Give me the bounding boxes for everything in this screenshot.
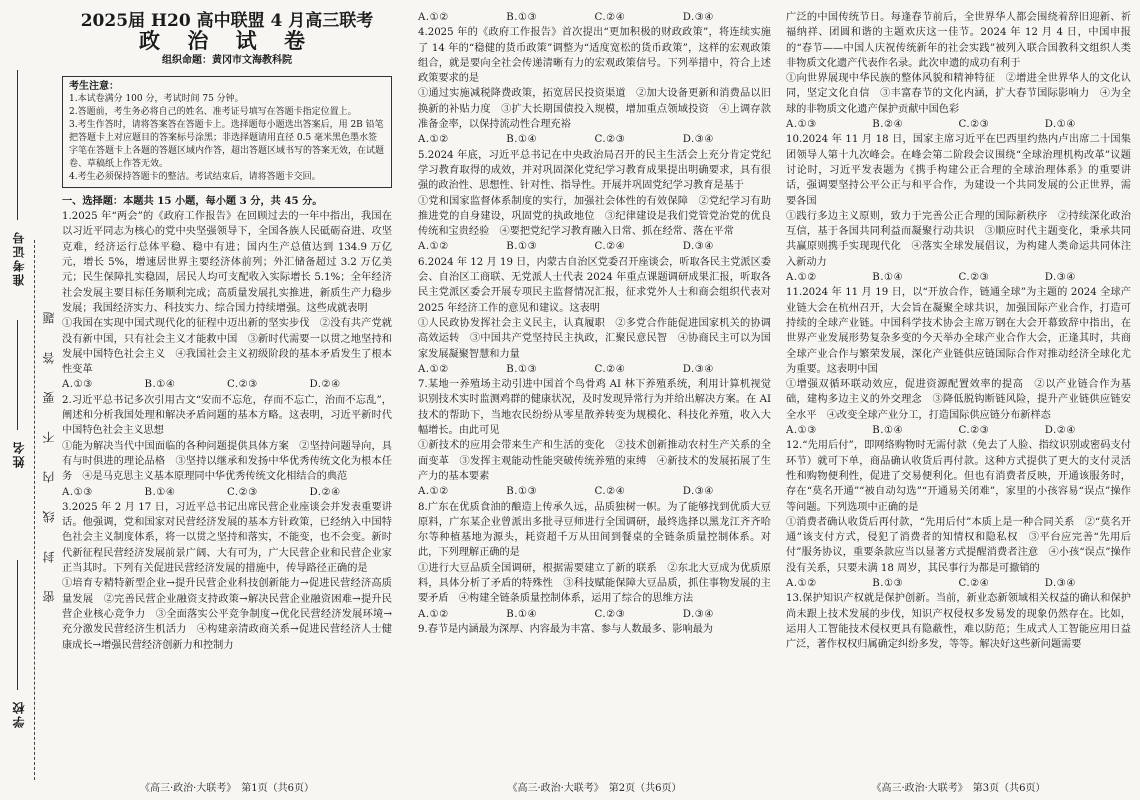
- question-text: 3.2025 年 2 月 17 日，习近平总书记出席民营企业座谈会并发表重要讲话。他强调，党和国家对民营经济发展的基本方针政策，已经纳入中国特色社会主义制度体系，将一以贯之坚持和落实，不能变，也不会变。新时代新征程民营经济发展前景广阔、大有可为，广大民营企业和民营企业家正当其时。下列有关促进民营经济发展的措施中，传导路径正确的是: [62, 501, 392, 575]
- page-column-3: [786, 10, 1131, 780]
- answer-option: A.①②: [418, 486, 449, 498]
- answer-option: C.②③: [227, 486, 258, 498]
- answer-options: [786, 576, 1131, 591]
- question-text: 13.保护知识产权就是保护创新。当前，新业态新领域相关权益的确认和保护尚未跟上技术发展的步伐，知识产权侵权多发易发的现象仍然存在。比如，运用人工智能技术侵权更具有隐蔽性，难以防范；生成式人工智能应用日益广泛，著作权权归属确定纠纷多发，等等。解决好这些新问题需要: [786, 593, 1131, 651]
- notice-heading: 考生注意：: [69, 80, 119, 92]
- answer-options: [786, 117, 1131, 132]
- answer-option: B.①④: [506, 134, 538, 146]
- answer-option: A.①②: [786, 577, 817, 589]
- answer-option: B.①④: [872, 425, 904, 437]
- question-text: ①通过实施减税降费政策，拓宽居民投资渠道 ②加大设备更新和消费品以旧换新的补贴力度 ③扩大长期国债投入规模，增加重点领域投资 ④上调存款准备金率，以保持流动性合理充裕: [418, 88, 771, 131]
- question-text: 10.2024 年 11 月 18 日，国家主席习近平在巴西里约热内卢出席二十国集团领导人第十九次峰会。在峰会第二阶段会议围绕“全球治理机构改革”议题讨论时，习近平发表题为《携手构建公正合理的全球治理体系》的重要讲话，强调要坚持公平公正与和平合作，为建设一个共同发展的公正世界，需要各国: [786, 134, 1131, 207]
- column-2-content: [418, 10, 771, 637]
- notice-line: 2.答题前，考生务必将自己的姓名、准考证号填写在答题卡指定位置上。: [69, 106, 357, 117]
- question-text: 12.“先用后付”，即网络购物时无需付款（免去了人脸、指纹识别或密码支付环节）就可下单，商品确认收货后再付款。这种方式提供了更大的支付灵活性和购物便利性，促进了交易便利化。但也有消费者反映，开通该服务时，存在“莫名开通”“被自动勾选”“开通易关闭难”，家里的小孩容易“误点”操作等问题。下列选项中正确的是: [786, 440, 1131, 513]
- answer-option: A.①②: [418, 12, 449, 23]
- question-text: ①党和国家监督体系制度的实行，加强社会体性的有效保障 ②党纪学习有助推进党的自身建设，巩固党的执政地位 ③纪律建设是我们党管党治党的优良传统和宝贵经验 ④要把党纪学习教育融入日常、抓在经常、落在平常: [418, 195, 771, 238]
- answer-option: B.①④: [872, 272, 904, 284]
- seal-text: 密 封 线 内 不 要 答 题: [42, 300, 56, 603]
- question-text: ①能为解决当代中国面临的各种问题提供具体方案 ②坚持问题导向，具有与时俱进的理论品格 ③坚持以继承和发扬中华优秀传统文化为根本任务 ④是马克思主义基本原理同中华优秀传统文化相结合的典范: [62, 440, 392, 483]
- binding-margin: [0, 0, 58, 800]
- answer-option: B.①③: [506, 363, 538, 375]
- question-text: 广泛的中国传统节日。每逢春节前后，全世界华人都会围绕着辞旧迎新、祈福纳祥、团圆和谐的主题欢庆这一佳节。2024 年 12 月 4 日，中国申报的“春节——中国人庆祝传统新年的社会实践”被列入联合国教科文组织人类非物质文化遗产代表作名录。此次申遗的成功有利于: [786, 12, 1131, 69]
- answer-options: [418, 239, 771, 254]
- question-text: ①新技术的应用会带来生产和生活的变化 ②技术创新推动农村生产关系的全面变革 ③发挥主观能动性能突破传统养殖的束缚 ④新技术的发展拓展了生产力的基本要素: [418, 440, 771, 482]
- answer-options: [62, 377, 392, 392]
- answer-option: A.①③: [786, 425, 817, 437]
- section-heading: 一、选择题：本题共 15 小题，每小题 3 分，共 45 分。: [62, 194, 323, 207]
- page-column-2: [418, 10, 771, 780]
- question-text: 6.2024 年 12 月 19 日，内蒙古自治区党委召开座谈会，听取各民主党派区委会、自治区工商联、无党派人士代表 2024 年重点课题调研成果汇报，听取各民主党派区委会开展专项民主监督情况汇报，征求党外人士和商会组织代表对 2025 年经济工作的意见和建议。这表明: [418, 256, 771, 314]
- question-text: 1.2025 年“两会”的《政府工作报告》在回顾过去的一年中指出，我国在以习近平同志为核心的党中央坚强领导下，全国各族人民砥砺奋进、攻坚克难，经济运行总体平稳、稳中有进；国内生产总值达到 134.9 万亿元，增长 5%，增速居世界主要经济体前列；外汇储备超过 3.2 万亿美元；民生保障扎实稳固，居民人均可支配收入实际增长 5.1%；全年经济社会发展主要目标任务顺利完成；高质量发展扎实推进，新质生产力稳步发展；我国经济实力、科技实力、综合国力持续增强。这些成就表明: [62, 211, 392, 314]
- answer-option: B.①④: [144, 379, 176, 391]
- question-text: 9.春节是内涵最为深厚、内容最为丰富、参与人数最多、影响最为: [418, 623, 713, 635]
- answer-option: B.①③: [872, 577, 904, 589]
- question-text: 7.某地一养殖场主动引进中国首个鸟骨鸡 AI 林下养殖系统，利用计算机视觉识别技术实时监测鸡群的健康状况，及时发现异常行为并给出解决方案。在 AI 技术的帮助下，当地农民纷纷从零星散养转变为规模化、科技化养殖，收入大幅增长。由此可见: [418, 379, 771, 437]
- footer-page-3: 《高三·政治·大联考》 第3页（共6页）: [871, 783, 1046, 794]
- page-column-1: [62, 10, 392, 780]
- exam-title: 2025届 H20 高中联盟 4 月高三联考: [80, 11, 374, 31]
- exam-id-label: 准考证号: [12, 230, 26, 286]
- answer-option: C.②④: [958, 577, 990, 589]
- answer-option: C.②④: [594, 486, 626, 498]
- answer-option: A.①②: [786, 272, 817, 284]
- answer-option: A.①③: [786, 119, 817, 131]
- answer-option: C.②③: [594, 608, 626, 620]
- answer-option: D.①④: [1044, 119, 1077, 131]
- answer-option: D.③④: [682, 363, 715, 375]
- answer-option: C.②④: [594, 363, 626, 375]
- answer-option: A.①③: [62, 379, 93, 391]
- footer-page-1: 《高三·政治·大联考》 第1页（共6页）: [139, 783, 315, 794]
- answer-option: B.①④: [144, 486, 176, 498]
- name-label: 姓名: [12, 440, 26, 468]
- answer-options: [786, 423, 1131, 438]
- answer-option: D.②④: [309, 379, 341, 391]
- question-text: 2.习近平总书记多次引用古文“安而不忘危，存而不忘亡，治而不忘乱”，阐述和分析我国处理和解决矛盾问题的基本方略。这表明，习近平新时代中国特色社会主义思想: [62, 394, 392, 437]
- answer-option: A.①②: [418, 241, 449, 253]
- answer-option: A.①③: [62, 486, 93, 498]
- answer-options: [786, 270, 1131, 285]
- notice-box: [62, 76, 392, 188]
- seal-line: [34, 240, 35, 780]
- column-3-content: [786, 10, 1131, 652]
- answer-option: D.③④: [682, 608, 715, 620]
- answer-option: C.②④: [594, 12, 626, 23]
- answer-option: B.①③: [506, 241, 538, 253]
- school-underline: [17, 560, 18, 690]
- answer-option: D.③④: [1044, 577, 1077, 589]
- question-text: ①向世界展现中华民族的整体风貌和精神特征 ②增进全世界华人的文化认同，坚定文化自信 ③丰富春节的文化内涵，扩大春节国际影响力 ④为全球的非物质文化遗产保护贡献中国色彩: [786, 73, 1131, 115]
- answer-option: B.①④: [506, 608, 538, 620]
- answer-option: D.③④: [682, 12, 715, 23]
- answer-option: D.③④: [682, 241, 715, 253]
- answer-option: C.②③: [227, 379, 258, 391]
- question-text: 11.2024 年 11 月 19 日，以“开放合作，链通全球”为主题的 2024 全球产业链大会在杭州召开，大会旨在凝聚全球共识，加强国际产业合作，打造可持续的全球产业链。中国科学技术协会主席万钢在大会开幕致辞中指出，在世界产业发展形势复杂多变的今天举办全球产业合作大会，正逢其时，共商全球产业合作与繁荣发展，深化产业链供应链国际合作对推动经济全球化尤为重要。这表明中国: [786, 287, 1131, 375]
- question-text: ①培育专精特新型企业→提升民营企业科技创新能力→促进民营经济高质量发展 ②完善民营企业融资支持政策→解决民营企业融资困难→提升民营企业核心竞争力 ③全面落实公平竞争制度→优化民营经济发展环境→充分激发民营经济生机活力 ④构建亲清政商关系→促进民营经济人士健康成长→增强民营经济创新力和控制力: [62, 578, 392, 651]
- question-text: 8.广东在优质食油的酿造上传承久远，品质独树一帜。为了能够找到优质大豆原料，广东某企业曾派出多批寻豆师进行全国调研，最终选择以黑龙江齐齐哈尔等种植基地为源头，耗资超千万从田间到餐桌的全链条质量控制体系。对此，下列理解正确的是: [418, 501, 771, 559]
- answer-option: C.②③: [958, 425, 990, 437]
- author-line: 组织命题：黄冈市文海教科院: [162, 54, 292, 66]
- column-1-content: [62, 209, 392, 653]
- notice-line: 1.本试卷满分 100 分，考试时间 75 分钟。: [69, 93, 244, 104]
- answer-option: A.①②: [418, 608, 449, 620]
- answer-option: B.①③: [506, 12, 538, 23]
- question-text: ①人民政协发挥社会主义民主，认真履职 ②多党合作能促进国家机关的协调高效运转 ③中国共产党坚持民主执政，汇聚民意民智 ④协商民主可以为国家发展凝聚智慧和力量: [418, 317, 771, 360]
- answer-options: [418, 607, 771, 622]
- answer-options: [418, 484, 771, 499]
- answer-option: C.②③: [958, 119, 990, 131]
- answer-options: [418, 132, 771, 147]
- school-label: 学校: [12, 700, 26, 728]
- question-text: ①增强双循环联动效应，促进资源配置效率的提高 ②以产业链合作为基础，建构多边主义的外交理念 ③降低脱钩断链风险，提升产业链供应链安全水平 ④改变全球产业分工，打造国际供应链分布新样态: [786, 379, 1131, 421]
- answer-option: D.②④: [309, 486, 341, 498]
- exam-id-underline: [17, 70, 18, 220]
- answer-options: [62, 485, 392, 500]
- answer-option: D.③④: [682, 486, 715, 498]
- answer-option: C.②④: [594, 241, 626, 253]
- notice-line: 4.考生必须保持答题卡的整洁。考试结束后，请将答题卡交回。: [69, 171, 321, 182]
- answer-option: C.②③: [958, 272, 990, 284]
- footer-page-2: 《高三·政治·大联考》 第2页（共6页）: [507, 783, 682, 794]
- answer-option: D.②④: [1044, 425, 1077, 437]
- notice-line: 3.考生作答时，请将答案答在答题卡上。选择题每小题选出答案后，用 2B 铅笔把答题卡上对应题目的答案标号涂黑；非选择题请用直径 0.5 毫米黑色墨水签字笔在答题卡上各题的答题区域内作答，超出答题区域书写的答案无效，在试题卷、草稿纸上作答无效。: [69, 119, 385, 169]
- answer-option: A.①②: [418, 363, 449, 375]
- question-text: ①践行多边主义原则，致力于完善公正合理的国际新秩序 ②持续深化政治互信，基于各国共同利益而凝聚行动共识 ③顺应时代主题变化，秉承共同共赢原则携手实现现代化 ④落实全球发展倡议，为构建人类命运共同体注入新动力: [786, 210, 1131, 268]
- question-text: ①我国在实现中国式现代化的征程中迈出新的坚实步伐 ②没有共产党就没有新中国，只有社会主义才能救中国 ③新时代需要一以贯之地坚持和发展中国特色社会主义 ④我国社会主义初级阶段的基本矛盾发生了根本性变革: [62, 318, 392, 376]
- answer-option: D.③④: [1044, 272, 1077, 284]
- question-text: ①进行大豆品质全国调研，根据需要建立了新的联系 ②东北大豆成为优质原料，具体分析了矛盾的特殊性 ③科技赋能保障大豆品质，抓住事物发展的主要矛盾 ④构建全链条质量控制体系，运用了综合的思维方法: [418, 562, 771, 605]
- answer-option: D.③④: [682, 134, 715, 146]
- question-text: ①消费者确认收货后再付款，“先用后付”本质上是一种合同关系 ②“莫名开通”该支付方式，侵犯了消费者的知情权和隐私权 ③平台应完善“先用后付”服务协议，重要条款应当以显著方式提醒消费者注意 ④小孩“误点”操作没有关系，只要未满 18 周岁，其民事行为都是可撤销的: [786, 516, 1131, 574]
- question-text: 4.2025 年的《政府工作报告》首次提出“更加积极的财政政策”，将连续实施了 14 年的“稳健的货币政策”调整为“适度宽松的货币政策”，这样的宏观政策组合，就是要向全社会传递清晰有力的宏观政策信号。下列举措中，符合上述政策要求的是: [418, 27, 771, 85]
- answer-option: B.①③: [506, 486, 538, 498]
- question-text: 5.2024 年底，习近平总书记在中央政治局召开的民主生活会上充分肯定党纪学习教育取得的成效，并对巩固深化党纪学习教育成果提出明确要求，具有很强的政治性、思想性、针对性、指导性。开展并巩固党纪学习教育是基于: [418, 149, 771, 192]
- answer-option: B.②④: [872, 119, 904, 131]
- answer-option: A.①②: [418, 134, 449, 146]
- answer-option: C.②③: [594, 134, 626, 146]
- name-underline: [17, 320, 18, 430]
- answer-options: [418, 10, 771, 25]
- subject-title: 政 治 试 卷: [139, 28, 315, 54]
- answer-options: [418, 362, 771, 377]
